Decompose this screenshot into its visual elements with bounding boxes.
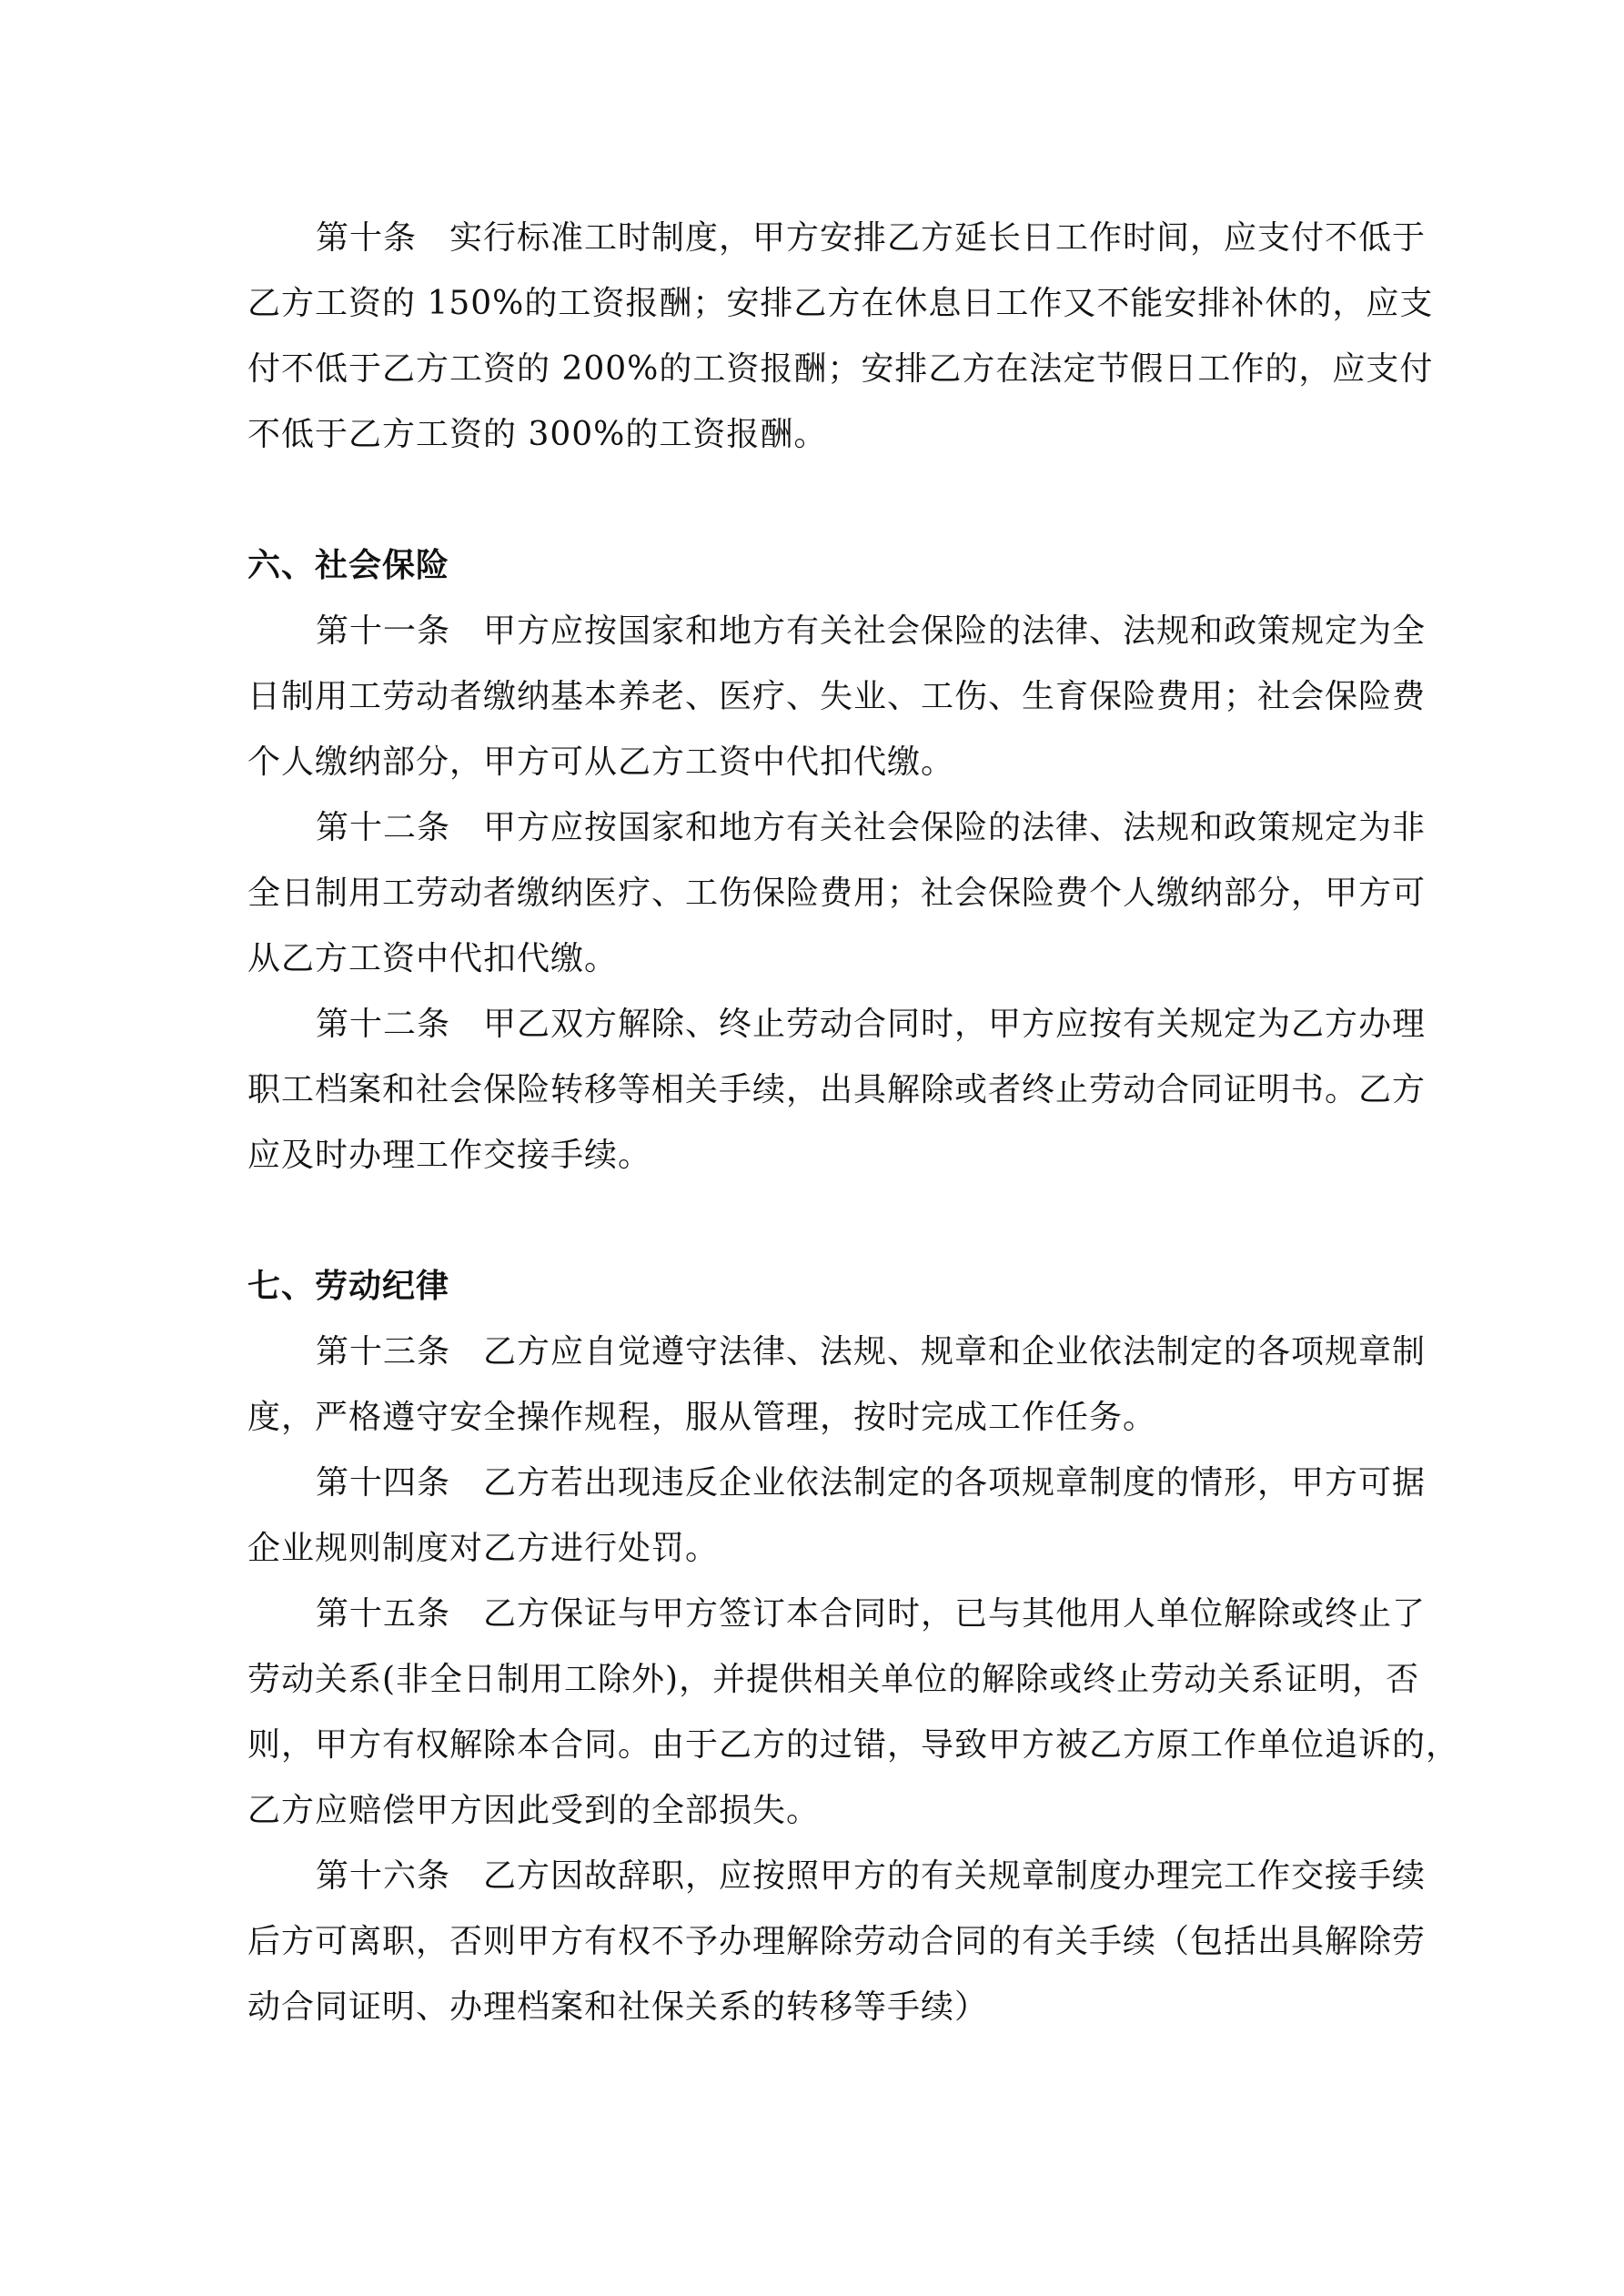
article-number: 第十一条: [316, 612, 451, 650]
article-line: 全日制用工劳动者缴纳医疗、工伤保险费用；社会保险费个人缴纳部分，甲方可: [247, 875, 1427, 912]
article-16: [247, 1844, 1427, 2040]
article-number: 第十五条: [316, 1595, 451, 1633]
article-first-line: 第十六条 乙方因故辞职，应按照甲方的有关规章制度办理完工作交接手续: [316, 1857, 1427, 1895]
article-line: 从乙方工资中代扣代缴。: [247, 940, 619, 977]
document-page: [247, 206, 1460, 2040]
article-12b: [247, 992, 1427, 1188]
article-line: 企业规则制度对乙方进行处罚。: [247, 1530, 720, 1567]
article-line: 付不低于乙方工资的 200%的工资报酬；安排乙方在法定节假日工作的，应支付: [247, 350, 1434, 388]
article-line: 乙方工资的 150%的工资报酬；安排乙方在休息日工作又不能安排补休的，应支: [247, 285, 1434, 322]
article-11: [247, 599, 1427, 795]
section-heading-labor-discipline: 七、劳动纪律: [247, 1268, 450, 1305]
article-first-line: 第十三条 乙方应自觉遵守法律、法规、规章和企业依法制定的各项规章制: [316, 1333, 1427, 1371]
article-line: 度，严格遵守安全操作规程，服从管理，按时完成工作任务。: [247, 1399, 1157, 1436]
article-number: 第十三条: [316, 1333, 451, 1371]
article-line: 劳动关系(非全日制用工除外)，并提供相关单位的解除或终止劳动关系证明，否: [247, 1661, 1420, 1698]
section-heading-social-insurance: 六、社会保险: [247, 547, 450, 584]
article-first-line: 第十条 实行标准工时制度，甲方安排乙方延长日工作时间，应支付不低于: [316, 219, 1427, 257]
article-14: [247, 1451, 1427, 1582]
article-line: 应及时办理工作交接手续。: [247, 1137, 652, 1174]
article-line: 则，甲方有权解除本合同。由于乙方的过错，导致甲方被乙方原工作单位追诉的，: [247, 1726, 1460, 1764]
article-12a: [247, 795, 1427, 992]
article-number: 第十四条: [316, 1464, 451, 1502]
article-line: 日制用工劳动者缴纳基本养老、医疗、失业、工伤、生育保险费用；社会保险费: [247, 678, 1427, 715]
article-first-line: 第十一条 甲方应按国家和地方有关社会保险的法律、法规和政策规定为全: [316, 612, 1427, 650]
article-line: 不低于乙方工资的 300%的工资报酬。: [247, 416, 828, 453]
article-number: 第十条: [316, 219, 418, 257]
article-line: 动合同证明、办理档案和社保关系的转移等手续）: [247, 1988, 989, 2026]
article-line: 后方可离职，否则甲方有权不予办理解除劳动合同的有关手续（包括出具解除劳: [247, 1923, 1427, 1960]
article-number: 第十六条: [316, 1857, 451, 1895]
article-10: [247, 206, 1434, 468]
article-first-line: 第十四条 乙方若出现违反企业依法制定的各项规章制度的情形，甲方可据: [316, 1464, 1427, 1502]
article-13: [247, 1320, 1427, 1451]
article-line: 职工档案和社会保险转移等相关手续，出具解除或者终止劳动合同证明书。乙方: [247, 1071, 1427, 1108]
article-first-line: 第十二条 甲方应按国家和地方有关社会保险的法律、法规和政策规定为非: [316, 809, 1427, 846]
article-15: [247, 1582, 1460, 1844]
article-number: 第十二条: [316, 809, 451, 846]
article-line: 个人缴纳部分，甲方可从乙方工资中代扣代缴。: [247, 743, 955, 781]
article-number: 第十二条: [316, 1006, 451, 1043]
article-first-line: 第十二条 甲乙双方解除、终止劳动合同时，甲方应按有关规定为乙方办理: [316, 1006, 1427, 1043]
article-line: 乙方应赔偿甲方因此受到的全部损失。: [247, 1792, 821, 1829]
article-first-line: 第十五条 乙方保证与甲方签订本合同时，已与其他用人单位解除或终止了: [316, 1595, 1427, 1633]
